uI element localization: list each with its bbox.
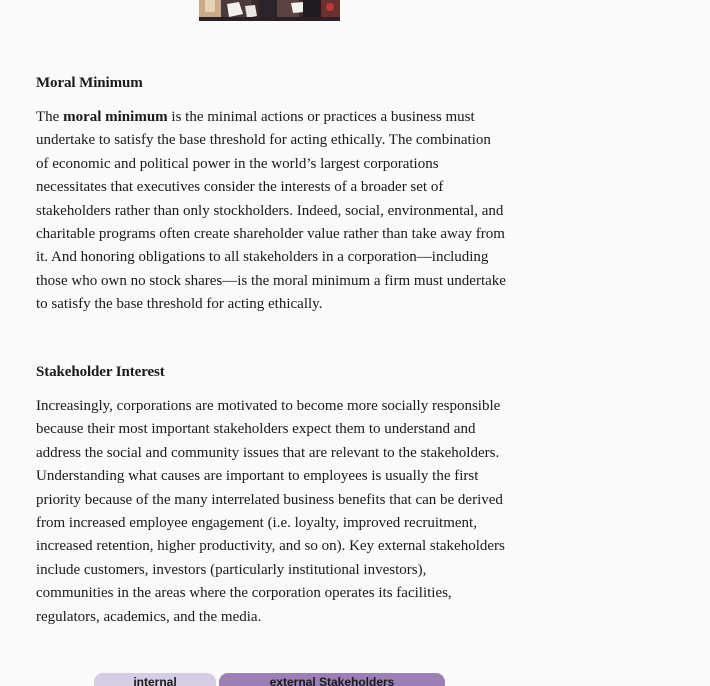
section-paragraph-moral-minimum: [36, 106, 506, 317]
section-heading-stakeholder-interest: Stakeholder Interest: [36, 364, 165, 380]
stakeholder-diagram: [0, 673, 710, 686]
paragraph-prefix: The: [36, 109, 64, 125]
external-stakeholders-tab: external Stakeholders: [219, 673, 445, 686]
meeting-photo: [199, 0, 340, 21]
meeting-photo-graphic: [199, 0, 340, 21]
section-paragraph-stakeholder-interest: Increasingly, corporations are motivated to become more socially responsible because their most important stakeholders expect them to understand and address the social and community issues that are relevant to the stakeholders. Understanding what causes are important to employees is usually the first priority because of the many interrelated business benefits that can be derived from increased employee engagement (i.e. loyalty, improved recruitment, increased retention, higher productivity, and so on). Key external stakeholders include customers, investors (particularly institutional investors), communities in the areas where the corporation operates its facilities, regulators, academics, and the media.: [36, 398, 505, 625]
paragraph-rest: is the minimal actions or practices a business must undertake to satisfy the base threshold for acting ethically. The combination of economic and political power in the world’s largest corporations necessitates that executives consider the interests of a broader set of stakeholders rather than only stockholders. Indeed, social, environmental, and charitable programs often create shareholder value rather than take away from it. And honoring obligations to all stakeholders in a corporation—including those who own no stock shares—is the moral minimum a firm must undertake to satisfy the base threshold for acting ethically.: [36, 109, 506, 313]
term-moral-minimum: moral minimum: [63, 109, 168, 125]
section-heading-moral-minimum: Moral Minimum: [36, 75, 143, 91]
internal-stakeholders-tab: internal: [94, 673, 216, 686]
